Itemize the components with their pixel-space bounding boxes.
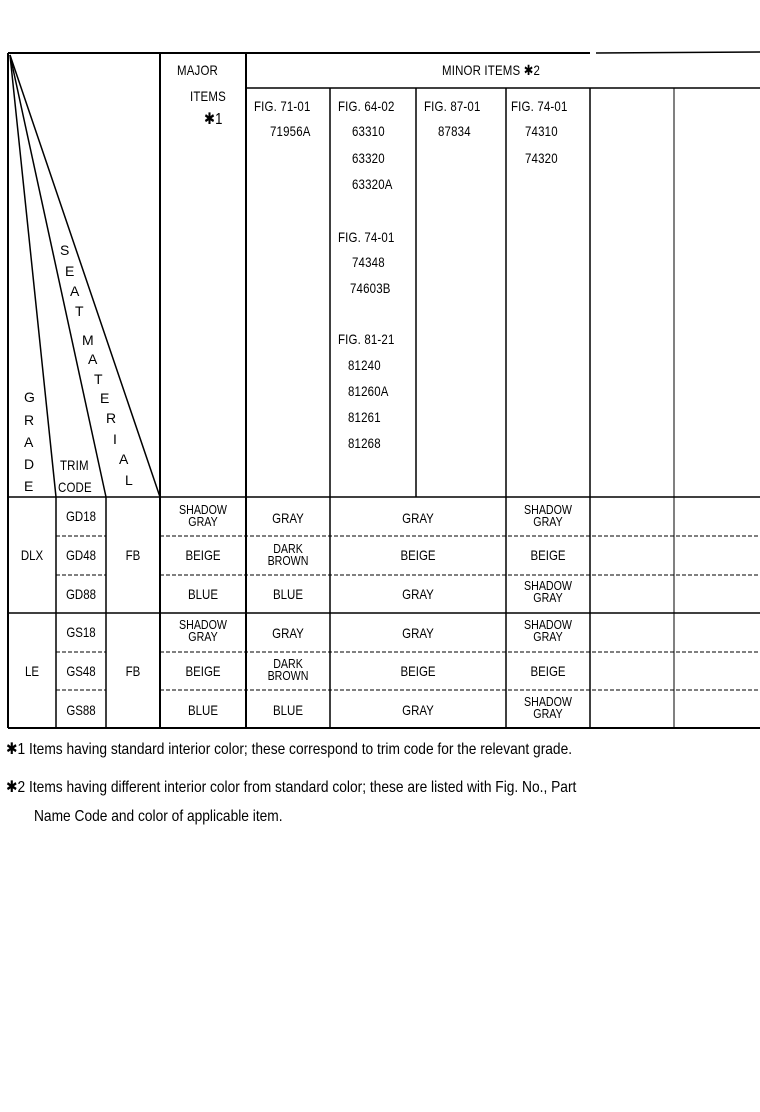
- part-code: 74348: [352, 254, 385, 270]
- minor-color-col4: BEIGE: [530, 663, 566, 679]
- minor-color-col23: GRAY: [402, 586, 434, 602]
- trim-code-cell: GD48: [65, 547, 96, 563]
- part-code: 81240: [348, 357, 381, 373]
- seat-material-cell: FB: [125, 547, 141, 563]
- footnote-2-text-line2: Name Code and color of applicable item.: [34, 808, 283, 825]
- fig-label: FIG. 74-01: [511, 98, 568, 114]
- footnote-1: [6, 740, 572, 760]
- minor-color-col1: DARK BROWN: [267, 541, 309, 568]
- grade-letter: G: [24, 389, 35, 405]
- seat-material-letter: S: [60, 242, 70, 258]
- minor-color-col1: BLUE: [272, 702, 303, 718]
- fig-label: FIG. 87-01: [424, 98, 481, 114]
- minor-color-col4: BEIGE: [530, 547, 566, 563]
- minor-color-col23: BEIGE: [400, 547, 436, 563]
- seat-material-letter: T: [94, 371, 103, 387]
- minor-color-col4: SHADOW GRAY: [524, 502, 572, 529]
- part-code: 63320A: [352, 176, 393, 192]
- part-code: 87834: [438, 123, 471, 139]
- minor-color-col1: GRAY: [272, 625, 304, 641]
- part-code: 81261: [348, 409, 381, 425]
- seat-material-cell: FB: [125, 663, 141, 679]
- major-item-color: BEIGE: [185, 547, 221, 563]
- part-code: 74320: [525, 150, 558, 166]
- trim-code-cell: GS18: [66, 624, 96, 640]
- part-code: 74603B: [350, 280, 391, 296]
- part-code: 74310: [525, 123, 558, 139]
- seat-material-letter: T: [75, 303, 84, 319]
- footnote-2-mark: ✱2: [6, 779, 26, 796]
- seat-material-letter: E: [100, 390, 110, 406]
- minor-color-col4: SHADOW GRAY: [524, 578, 572, 605]
- major-item-color: BLUE: [187, 702, 218, 718]
- major-item-color: BEIGE: [185, 663, 221, 679]
- fig-label: FIG. 71-01: [254, 98, 311, 114]
- minor-color-col1: BLUE: [272, 586, 303, 602]
- major-item-color: BLUE: [187, 586, 218, 602]
- footnote-2-text-line1: Items having different interior color from standard color; these are listed with Fig. No., Part: [29, 779, 577, 796]
- grade-cell: DLX: [20, 547, 44, 563]
- grade-cell: LE: [24, 663, 40, 679]
- seat-material-letter: I: [113, 431, 117, 447]
- part-code: 63310: [352, 123, 385, 139]
- seat-material-letter: E: [65, 263, 75, 279]
- part-code: 71956A: [270, 123, 311, 139]
- trim-code-cell: GS48: [66, 663, 96, 679]
- grade-letter: D: [24, 456, 35, 472]
- fig-label: FIG. 74-01: [338, 229, 395, 245]
- footnote-1-mark: ✱1: [6, 741, 26, 758]
- major-items-title-line2: ITEMS: [190, 88, 226, 104]
- grade-letter: A: [24, 434, 34, 450]
- fig-label: FIG. 81-21: [338, 331, 395, 347]
- minor-color-col4: SHADOW GRAY: [524, 694, 572, 721]
- part-code: 81260A: [348, 383, 389, 399]
- minor-color-col23: GRAY: [402, 510, 434, 526]
- minor-color-col1: GRAY: [272, 510, 304, 526]
- minor-color-col4: SHADOW GRAY: [524, 617, 572, 644]
- seat-material-letter: L: [125, 472, 133, 488]
- major-item-color: SHADOW GRAY: [179, 617, 227, 644]
- grade-letter: R: [24, 412, 35, 428]
- major-items-title-line1: MAJOR: [177, 62, 218, 78]
- seat-material-letter: A: [88, 351, 98, 367]
- grade-letter: E: [24, 478, 34, 494]
- footnote-1-text: Items having standard interior color; these correspond to trim code for the relevant grade.: [29, 741, 573, 758]
- trim-code-cell: GS88: [66, 702, 96, 718]
- major-items-note-mark: ✱1: [204, 111, 223, 128]
- minor-color-col23: GRAY: [402, 702, 434, 718]
- seat-material-letter: R: [106, 410, 117, 426]
- trim-code-cell: GD18: [65, 508, 96, 524]
- minor-color-col23: GRAY: [402, 625, 434, 641]
- trim-code-cell: GD88: [65, 586, 96, 602]
- part-code: 63320: [352, 150, 385, 166]
- minor-items-title: MINOR ITEMS ✱2: [442, 62, 541, 78]
- footnote-2: [6, 778, 576, 798]
- part-code: 81268: [348, 435, 381, 451]
- fig-label: FIG. 64-02: [338, 98, 395, 114]
- trim-code-label-line1: TRIM: [60, 457, 89, 473]
- major-item-color: SHADOW GRAY: [179, 502, 227, 529]
- minor-color-col23: BEIGE: [400, 663, 436, 679]
- seat-material-letter: A: [70, 283, 80, 299]
- seat-material-letter: A: [119, 451, 129, 467]
- trim-code-label-line2: CODE: [58, 479, 92, 495]
- seat-material-letter: M: [82, 332, 94, 348]
- minor-color-col1: DARK BROWN: [267, 656, 309, 683]
